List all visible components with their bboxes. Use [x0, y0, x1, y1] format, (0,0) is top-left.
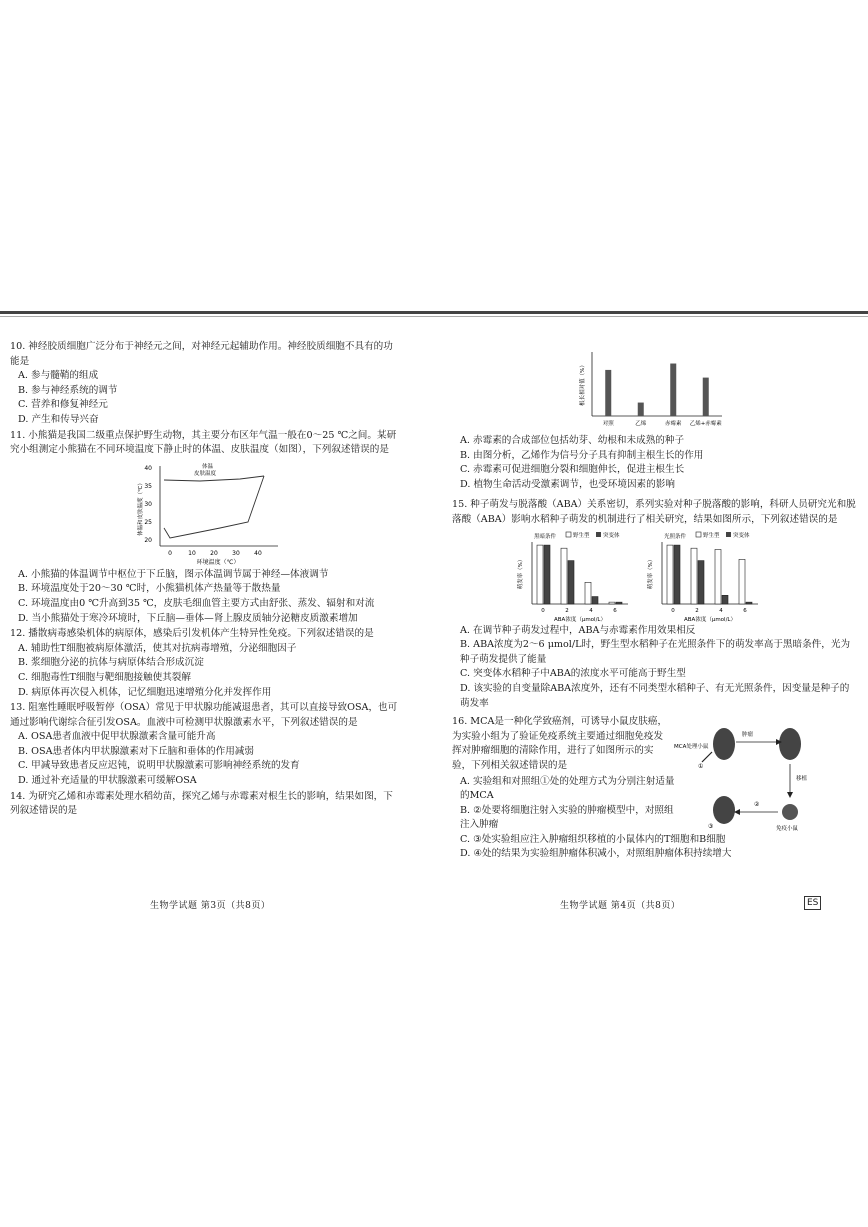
- germination-charts-svg: [452, 528, 858, 624]
- x-tick: 0: [168, 549, 172, 557]
- legend-label: 野生型: [573, 532, 590, 539]
- figure-label: ①: [698, 763, 704, 770]
- bar: [568, 560, 574, 603]
- root-length-chart: [452, 342, 858, 434]
- option-c: C. ③处实验组应注入肿瘤组织移植的小鼠体内的T细胞和B细胞: [460, 833, 726, 845]
- bar: [746, 602, 752, 604]
- legend-skin: 皮肤温度: [194, 470, 217, 477]
- bar: [537, 545, 543, 604]
- figure-label: 肿瘤: [742, 732, 754, 738]
- question-stem: 13. 阻塞性睡眠呼吸暂停（OSA）常见于甲状腺功能减退患者，其可以直接导致OSA，也可通过影响代谢综合征引发OSA。血液中可检测甲状腺激素水平，下列叙述错误的是: [10, 702, 398, 728]
- question-11: [10, 429, 398, 627]
- question-15: [452, 498, 858, 711]
- x-tick-label: 2: [695, 607, 699, 614]
- syringe-icon: [702, 752, 712, 762]
- bar: [609, 602, 615, 604]
- mca-experiment-figure: [672, 722, 822, 838]
- option-a: A. 小熊猫的体温调节中枢位于下丘脑，图示体温调节属于神经—体液调节: [18, 568, 329, 580]
- question-10: [10, 340, 398, 428]
- option-b: B. OSA患者体内甲状腺激素对下丘脑和垂体的作用减弱: [18, 745, 254, 757]
- x-tick: 20: [210, 549, 218, 557]
- option-c: C. 营养和修复神经元: [18, 399, 108, 411]
- option-c: C. 赤霉素可促进细胞分裂和细胞伸长，促进主根生长: [460, 464, 685, 476]
- y-axis-label: 根长相对值（%）: [580, 362, 586, 406]
- x-axis-label: 环境温度（℃）: [196, 558, 240, 566]
- bar: [592, 596, 598, 603]
- y-tick: 30: [144, 500, 152, 508]
- legend-swatch: [726, 532, 731, 537]
- x-tick-label: 6: [613, 607, 617, 614]
- option-d: D. 通过补充适量的甲状腺激素可缓解OSA: [18, 775, 197, 787]
- figure-label: ③: [708, 823, 714, 830]
- bar: [703, 378, 709, 416]
- bar: [616, 602, 622, 604]
- option-b: B. 浆细胞分泌的抗体与病原体结合形成沉淀: [18, 657, 204, 669]
- x-axis-label: ABA浓度（μmol/L）: [554, 616, 606, 623]
- option-d: D. 植物生命活动受激素调节，也受环境因素的影响: [460, 478, 675, 490]
- temperature-chart: [10, 458, 398, 568]
- x-tick-label: 赤霉素: [664, 421, 682, 427]
- option-c: C. 甲减导致患者反应迟钝，说明甲状腺激素可影响神经系统的发育: [18, 760, 300, 772]
- y-axis-label: 萌发率（%）: [518, 556, 524, 589]
- y-tick: 20: [144, 536, 152, 544]
- legend-swatch: [596, 532, 601, 537]
- page-footer-left: 生物学试题 第3页（共8页）: [150, 901, 271, 911]
- legend-label: 野生型: [703, 532, 720, 539]
- x-tick-label: 乙烯+赤霉素: [689, 421, 722, 427]
- option-d: D. ④处的结果为实验组肿瘤体积减小，对照组肿瘤体积持续增大: [460, 848, 732, 860]
- bar: [544, 545, 550, 604]
- cells-icon: [782, 804, 798, 820]
- y-tick: 35: [144, 482, 152, 490]
- x-tick-label: 0: [671, 607, 675, 614]
- mca-figure-svg: [672, 722, 822, 834]
- chart-title: 光照条件: [664, 533, 687, 540]
- x-tick-label: 0: [541, 607, 545, 614]
- x-tick-label: 2: [565, 607, 569, 614]
- option-a: A. 实验组和对照组①处的处理方式为分别注射适量的MCA: [460, 775, 675, 802]
- y-axis-label: 体温和皮肤温度（℃）: [138, 479, 144, 536]
- option-c: C. 突变体水稻种子中ABA的浓度水平可能高于野生型: [460, 668, 686, 680]
- bar: [585, 582, 591, 604]
- question-stem: 15. 种子萌发与脱落酸（ABA）关系密切，系列实验对种子脱落酸的影响，科研人员研究光和脱落酸（ABA）影响水稻种子萌发的机制进行了相关研究，结果如图所示，下列叙述错误的是: [452, 499, 856, 525]
- bar: [667, 545, 673, 604]
- option-b: B. 参与神经系统的调节: [18, 384, 118, 396]
- question-stem: 10. 神经胶质细胞广泛分布于神经元之间，对神经元起辅助作用。神经胶质细胞不具有的功能是: [10, 341, 393, 367]
- chart-title: 黑暗条件: [534, 533, 557, 540]
- question-stem: 12. 播散病毒感染机体的病原体，感染后引发机体产生特异性免疫。下列叙述错误的是: [10, 628, 374, 640]
- x-tick-label: 4: [719, 607, 723, 614]
- bar: [638, 403, 644, 416]
- scan-fold-line: [0, 311, 868, 314]
- left-column: [10, 340, 398, 820]
- scan-fold-shadow: [0, 316, 868, 317]
- option-d: D. 该实验的自变量除ABA浓度外，还有不同类型水稻种子、有无光照条件，因变量是种子的萌发率: [460, 682, 850, 709]
- option-d: D. 当小熊猫处于寒冷环境时，下丘脑—垂体—肾上腺皮质轴分泌糖皮质激素增加: [18, 612, 358, 624]
- bar: [739, 559, 745, 604]
- figure-label: 免疫小鼠: [776, 826, 799, 832]
- option-d: D. 病原体再次侵入机体，记忆细胞迅速增殖分化并发挥作用: [18, 686, 272, 698]
- temperature-chart-svg: [10, 458, 398, 568]
- option-a: A. 在调节种子萌发过程中，ABA与赤霉素作用效果相反: [460, 624, 696, 636]
- question-stem: 16. MCA是一种化学致癌剂，可诱导小鼠皮肤癌，为实验小组为了验证免疫系统主要通过细胞免疫发挥对肿瘤细胞的清除作用，进行了如图所示的实验，下列相关叙述错误的是: [452, 716, 668, 771]
- legend-label: 突变体: [733, 532, 750, 539]
- x-tick-label: 4: [589, 607, 593, 614]
- x-tick: 10: [188, 549, 196, 557]
- bar: [670, 364, 676, 416]
- y-axis-label: 萌发率（%）: [648, 556, 654, 589]
- bar: [715, 549, 721, 604]
- skin-temp-line: [164, 476, 264, 538]
- legend-swatch: [696, 532, 701, 537]
- x-axis-label: ABA浓度（μmol/L）: [684, 616, 736, 623]
- legend-label: 突变体: [603, 532, 620, 539]
- question-16-options: [452, 775, 682, 833]
- root-length-chart-svg: [452, 342, 858, 434]
- option-b: B. 环境温度处于20～30 ℃时，小熊猫机体产热量等于散热量: [18, 583, 281, 595]
- bar: [561, 548, 567, 604]
- germination-charts: [452, 528, 858, 624]
- figure-label: MCA处理小鼠: [674, 744, 709, 750]
- question-stem: 11. 小熊猫是我国二级重点保护野生动物，其主要分布区年气温一般在0～25 ℃之间。某研究小组测定小熊猫在不同环境温度下静止时的体温、皮肤温度（如图），下列叙述错误的是: [10, 429, 397, 456]
- x-tick-label: 对照: [602, 421, 614, 427]
- legend-body: 体温: [202, 463, 214, 470]
- mouse-icon: [713, 796, 735, 824]
- bar: [722, 595, 728, 604]
- option-b: B. 由图分析，乙烯作为信号分子具有抑制主根生长的作用: [460, 449, 704, 461]
- legend-swatch: [566, 532, 571, 537]
- option-a: A. 赤霉素的合成部位包括幼芽、幼根和未成熟的种子: [460, 435, 685, 446]
- x-tick: 40: [254, 549, 262, 557]
- figure-label: ②: [754, 801, 760, 808]
- option-a: A. 辅助性T细胞被病原体激活，使其对抗病毒增殖，分泌细胞因子: [18, 642, 297, 654]
- question-16: [452, 715, 672, 773]
- question-12: [10, 627, 398, 700]
- mouse-icon: [779, 728, 801, 760]
- bar: [698, 560, 704, 603]
- option-d: D. 产生和传导兴奋: [18, 413, 99, 425]
- corner-mark: ES: [804, 896, 821, 910]
- option-a: A. OSA患者血液中促甲状腺激素含量可能升高: [18, 731, 216, 743]
- arrow-head-icon: [787, 792, 793, 798]
- question-14: [10, 790, 398, 819]
- y-tick: 40: [144, 464, 152, 472]
- bar: [674, 545, 680, 604]
- bar: [605, 370, 611, 416]
- option-b: B. ABA浓度为2～6 μmol/L时，野生型水稻种子在光照条件下的萌发率高于黑暗条件，光为种子萌发提供了能量: [460, 639, 851, 665]
- option-c: C. 环境温度由0 ℃升高到35 ℃，皮肤毛细血管主要方式由舒张、蒸发、辐射和对流: [18, 597, 375, 609]
- question-stem: 14. 为研究乙烯和赤霉素处理水稻幼苗，探究乙烯与赤霉素对根生长的影响，结果如图，下列叙述错误的是: [10, 790, 393, 817]
- bar: [691, 548, 697, 604]
- option-b: B. ②处要将细胞注射入实验的肿瘤模型中，对照组注入肿瘤: [460, 804, 674, 831]
- option-c: C. 细胞毒性T细胞与靶细胞接触使其裂解: [18, 671, 191, 683]
- option-a: A. 参与髓鞘的组成: [18, 370, 99, 382]
- page-footer-right: 生物学试题 第4页（共8页）: [560, 901, 681, 911]
- figure-label: 移植: [796, 776, 808, 782]
- mouse-icon: [713, 728, 735, 760]
- y-tick: 25: [144, 518, 152, 526]
- question-13: [10, 701, 398, 789]
- x-tick: 30: [232, 549, 240, 557]
- x-tick-label: 乙烯: [635, 421, 647, 427]
- x-tick-label: 6: [743, 607, 747, 614]
